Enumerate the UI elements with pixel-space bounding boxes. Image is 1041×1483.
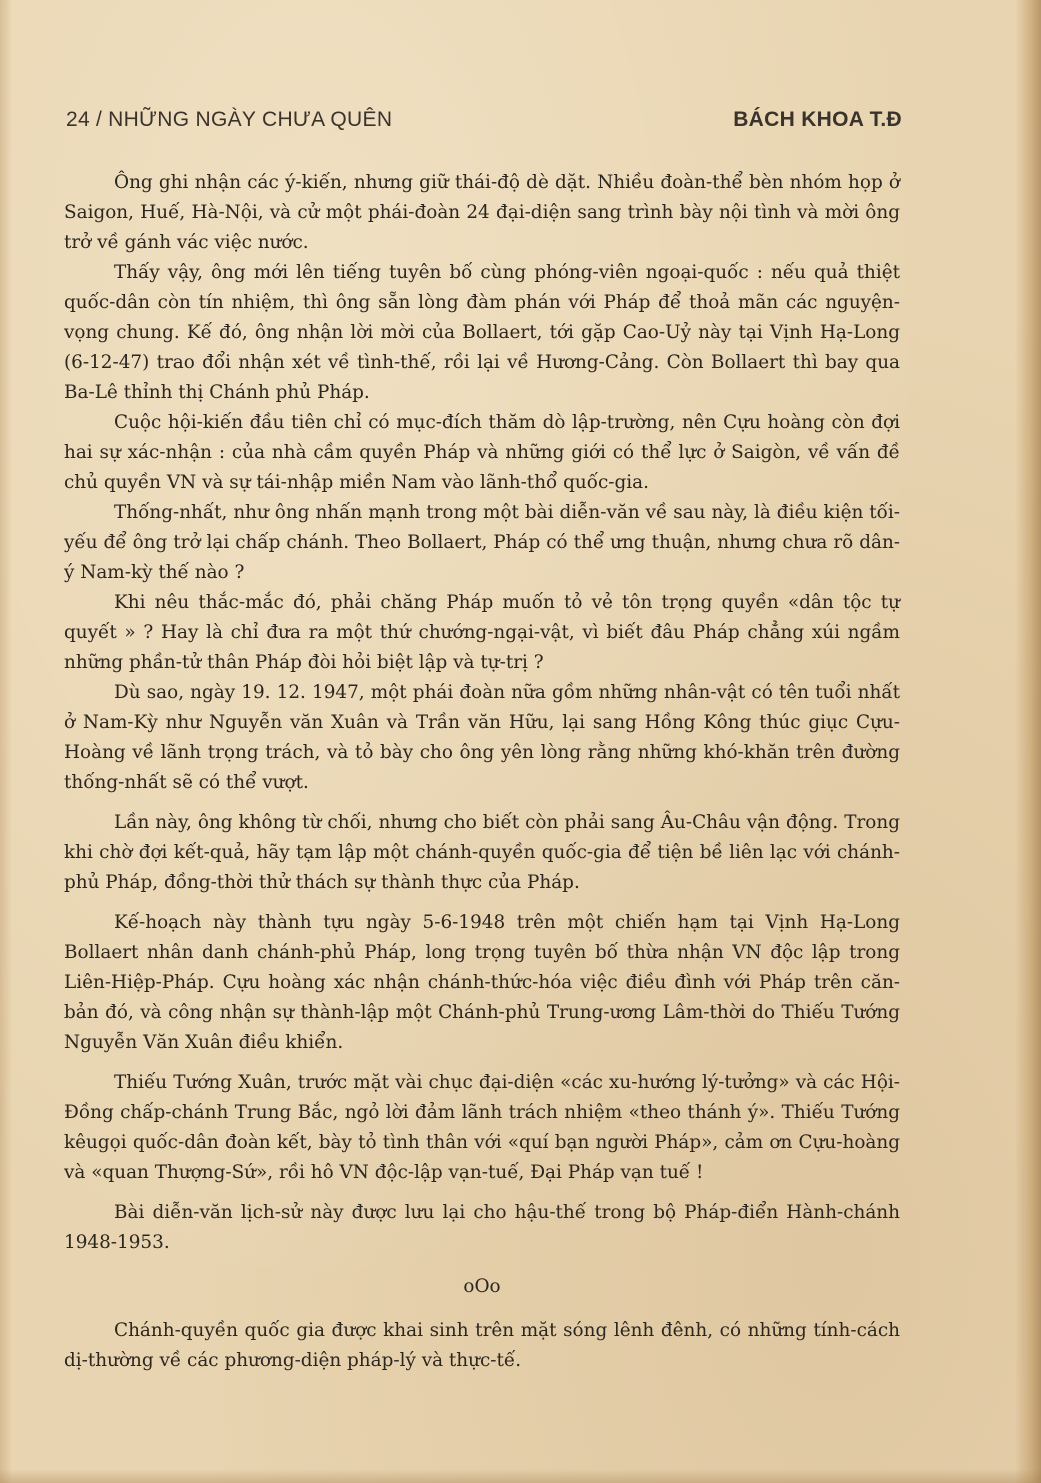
header-separator: / [95,108,103,131]
paragraph: Khi nêu thắc-mắc đó, phải chăng Pháp muốn tỏ vẻ tôn trọng quyền «dân tộc tự quyết » ? Hay là chỉ đưa ra một thứ chướng-ngại-vật, vì biết đâu Pháp chẳng xúi ngầm những phần-tử thân Pháp đòi hỏi biệt lập và tự-trị ? [64,592,900,673]
body-text [64,168,900,1376]
paragraph: Thống-nhất, như ông nhấn mạnh trong một bài diễn-văn về sau này, là điều kiện tối-yếu để ông trở lại chấp chánh. Theo Bollaert, Pháp có thể ưng thuận, nhưng chưa rõ dân-ý Nam-kỳ thế nào ? [64,502,900,583]
page-number: 24 [66,108,90,131]
paragraph: Bài diễn-văn lịch-sử này được lưu lại cho hậu-thế trong bộ Pháp-điển Hành-chánh 1948-1953. [64,1202,900,1253]
paragraph: Kế-hoạch này thành tựu ngày 5-6-1948 trên một chiến hạm tại Vịnh Hạ-Long Bollaert nhân danh chánh-phủ Pháp, long trọng tuyên bố thừa nhận VN độc lập trong Liên-Hiệp-Pháp. Cựu hoàng xác nhận chánh-thức-hóa việc điều đình với Pháp trên căn-bản đó, và công nhận sự thành-lập một Chánh-phủ Trung-ương Lâm-thời do Thiếu Tướng Nguyễn Văn Xuân điều khiển. [64,912,900,1053]
paragraph: Chánh-quyền quốc gia được khai sinh trên mặt sóng lênh đênh, có những tính-cách dị-thường về các phương-diện pháp-lý và thực-tế. [64,1320,900,1371]
page-edge-shadow-bottom [0,1469,1041,1483]
page-edge-shadow-right [1015,0,1041,1483]
paragraph: Cuộc hội-kiến đầu tiên chỉ có mục-đích thăm dò lập-trường, nên Cựu hoàng còn đợi hai sự xác-nhận : của nhà cầm quyền Pháp và những giới có thể lực ở Saigòn, về vấn đề chủ quyền VN và sự tái-nhập miền Nam vào lãnh-thổ quốc-gia. [64,412,900,493]
publication-title: BÁCH KHOA T.Đ [733,108,902,131]
paragraph: Lần này, ông không từ chối, nhưng cho biết còn phải sang Âu-Châu vận động. Trong khi chờ đợi kết-quả, hãy tạm lập một chánh-quyền quốc-gia để tiện bề liên lạc với chánh-phủ Pháp, đồng-thời thử thách sự thành thực của Pháp. [64,812,900,893]
running-header [66,108,902,138]
page-edge-shadow-left [0,0,12,1483]
section-title: NHỮNG NGÀY CHƯA QUÊN [108,108,393,131]
paragraph: Thấy vậy, ông mới lên tiếng tuyên bố cùng phóng-viên ngoại-quốc : nếu quả thiệt quốc-dân còn tín nhiệm, thì ông sẵn lòng đàm phán với Pháp để thoả mãn các nguyện-vọng chung. Kế đó, ông nhận lời mời của Bollaert, tới gặp Cao-Uỷ này tại Vịnh Hạ-Long (6-12-47) trao đổi nhận xét về tình-thế, rồi lại về Hương-Cảng. Còn Bollaert thì bay qua Ba-Lê thỉnh thị Chánh phủ Pháp. [64,262,900,403]
header-left [66,108,392,132]
section-separator: oOo [463,1276,501,1297]
paragraph: Ông ghi nhận các ý-kiến, nhưng giữ thái-độ dè dặt. Nhiều đoàn-thể bèn nhóm họp ở Saigon, Huế, Hà-Nội, và cử một phái-đoàn 24 đại-diện sang trình bày nội tình và mời ông trở về gánh vác việc nước. [64,172,900,253]
paragraph: Dù sao, ngày 19. 12. 1947, một phái đoàn nữa gồm những nhân-vật có tên tuổi nhất ở Nam-Kỳ như Nguyễn văn Xuân và Trần văn Hữu, lại sang Hồng Kông thúc giục Cựu-Hoàng về lãnh trọng trách, và tỏ bày cho ông yên lòng rằng những khó-khăn trên đường thống-nhất sẽ có thể vượt. [64,682,900,793]
paragraph: Thiếu Tướng Xuân, trước mặt vài chục đại-diện «các xu-hướng lý-tưởng» và các Hội-Đồng chấp-chánh Trung Bắc, ngỏ lời đảm lãnh trách nhiệm «theo thánh ý». Thiếu Tướng kêugọi quốc-dân đoàn kết, bày tỏ tình thân với «quí bạn người Pháp», cảm ơn Cựu-hoàng và «quan Thượng-Sứ», rồi hô VN độc-lập vạn-tuế, Đại Pháp vạn tuế ! [64,1072,900,1183]
